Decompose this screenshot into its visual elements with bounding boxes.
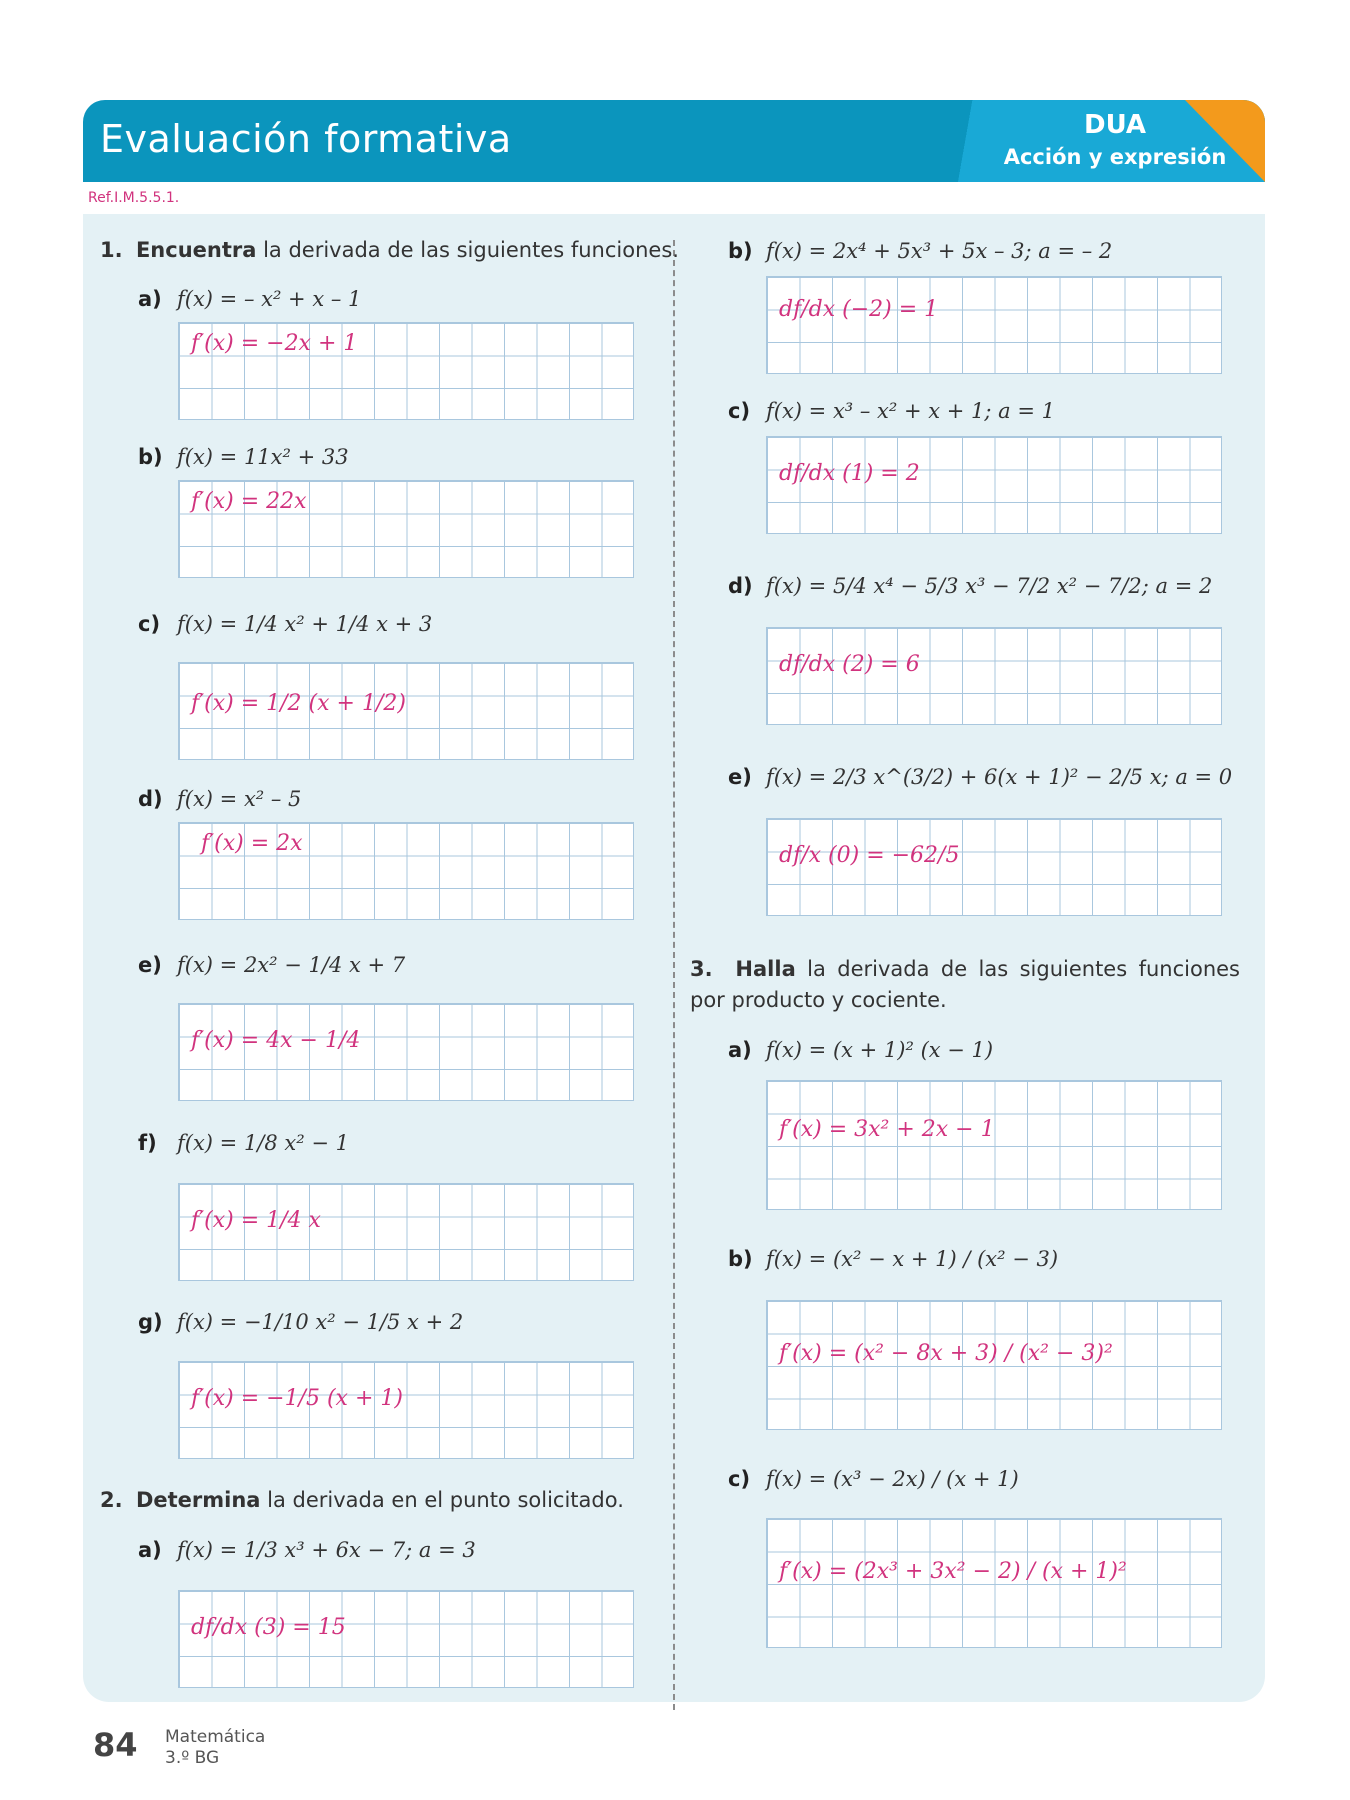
item-label: f)	[138, 1131, 157, 1155]
answer: f′(x) = −2x + 1	[191, 331, 358, 356]
question-number: 1.	[100, 238, 123, 262]
answer: f′(x) = 4x − 1/4	[191, 1028, 361, 1053]
item-label: e)	[728, 765, 752, 789]
answer-grid[interactable]	[178, 1183, 634, 1281]
answer-grid[interactable]	[178, 322, 634, 420]
function-expression: f(x) = (x³ − 2x) / (x + 1)	[766, 1467, 1019, 1491]
answer: f′(x) = 1/2 (x + 1/2)	[191, 691, 406, 716]
function-expression: f(x) = – x² + x – 1	[177, 287, 362, 311]
question-3	[690, 954, 1240, 1016]
function-expression: f(x) = 11x² + 33	[177, 445, 349, 469]
question-text: la derivada en el punto solicitado.	[260, 1488, 624, 1512]
function-expression: f(x) = x² – 5	[177, 787, 302, 811]
answer: df/dx (3) = 15	[191, 1615, 346, 1640]
item-label: b)	[728, 239, 753, 263]
answer-grid[interactable]	[178, 662, 634, 760]
answer: df/x (0) = −62/5	[779, 843, 960, 868]
question-2	[100, 1488, 624, 1512]
answer-grid[interactable]	[766, 1518, 1222, 1648]
answer: df/dx (1) = 2	[779, 461, 920, 486]
question-1	[100, 238, 679, 262]
function-expression: f(x) = 5/4 x⁴ − 5/3 x³ − 7/2 x² − 7/2; a = 2	[766, 574, 1213, 598]
reference-code: Ref.I.M.5.5.1.	[88, 190, 180, 206]
function-expression: f(x) = x³ – x² + x + 1; a = 1	[766, 399, 1055, 423]
page-number: 84	[93, 1726, 138, 1764]
item-label: e)	[138, 953, 162, 977]
subject-name: Matemática	[165, 1727, 266, 1747]
answer: f′(x) = 1/4 x	[191, 1208, 321, 1233]
item-label: c)	[138, 612, 161, 636]
function-expression: f(x) = 1/3 x³ + 6x − 7; a = 3	[177, 1538, 476, 1562]
answer: df/dx (−2) = 1	[779, 297, 939, 322]
item-label: a)	[138, 287, 162, 311]
column-divider	[673, 240, 675, 1710]
item-label: d)	[728, 574, 753, 598]
question-text: la derivada de las siguientes funciones.	[256, 238, 679, 262]
question-verb: Encuentra	[135, 238, 257, 262]
answer: f′(x) = 2x	[201, 831, 303, 856]
function-expression: f(x) = 2x² − 1/4 x + 7	[177, 953, 406, 977]
answer-grid[interactable]	[178, 1003, 634, 1101]
item-label: d)	[138, 787, 163, 811]
function-expression: f(x) = 2/3 x^(3/2) + 6(x + 1)² − 2/5 x; a = 0	[766, 765, 1233, 789]
item-label: c)	[728, 1467, 751, 1491]
answer-grid[interactable]	[766, 276, 1222, 374]
function-expression: f(x) = 2x⁴ + 5x³ + 5x – 3; a = – 2	[766, 239, 1113, 263]
question-verb: Determina	[135, 1488, 261, 1512]
page-title: Evaluación formativa	[100, 117, 512, 161]
question-number: 2.	[100, 1488, 123, 1512]
answer-grid[interactable]	[178, 1590, 634, 1688]
item-label: b)	[138, 445, 163, 469]
answer-grid[interactable]	[178, 480, 634, 578]
answer-grid[interactable]	[766, 436, 1222, 534]
answer: f′(x) = (x² − 8x + 3) / (x² − 3)²	[779, 1341, 1113, 1366]
dua-badge: DUA	[1083, 110, 1147, 140]
item-label: g)	[138, 1310, 163, 1334]
item-label: a)	[728, 1038, 752, 1062]
answer: df/dx (2) = 6	[779, 652, 920, 677]
answer-grid[interactable]	[766, 1080, 1222, 1210]
item-label: c)	[728, 399, 751, 423]
banner-corner	[1185, 100, 1265, 182]
answer-grid[interactable]	[766, 818, 1222, 916]
question-verb: Halla	[735, 957, 796, 981]
answer-grid[interactable]	[766, 1300, 1222, 1430]
dua-subtitle: Acción y expresión	[1003, 145, 1227, 169]
function-expression: f(x) = (x² − x + 1) / (x² − 3)	[766, 1247, 1059, 1271]
answer-grid[interactable]	[178, 1361, 634, 1459]
answer: f′(x) = (2x³ + 3x² − 2) / (x + 1)²	[779, 1559, 1127, 1584]
question-number: 3.	[690, 957, 713, 981]
answer: f′(x) = 3x² + 2x − 1	[779, 1117, 995, 1142]
function-expression: f(x) = 1/4 x² + 1/4 x + 3	[177, 612, 433, 636]
question-text: la derivada de las siguientes funciones por producto y cociente.	[690, 957, 1240, 1012]
answer: f′(x) = 22x	[191, 489, 307, 514]
function-expression: f(x) = (x + 1)² (x − 1)	[766, 1038, 994, 1062]
item-label: b)	[728, 1247, 753, 1271]
answer-grid[interactable]	[178, 822, 634, 920]
function-expression: f(x) = 1/8 x² − 1	[177, 1131, 349, 1155]
item-label: a)	[138, 1538, 162, 1562]
function-expression: f(x) = −1/10 x² − 1/5 x + 2	[177, 1310, 464, 1334]
answer-grid[interactable]	[766, 627, 1222, 725]
grade-label: 3.º BG	[165, 1748, 220, 1768]
answer: f′(x) = −1/5 (x + 1)	[191, 1386, 403, 1411]
